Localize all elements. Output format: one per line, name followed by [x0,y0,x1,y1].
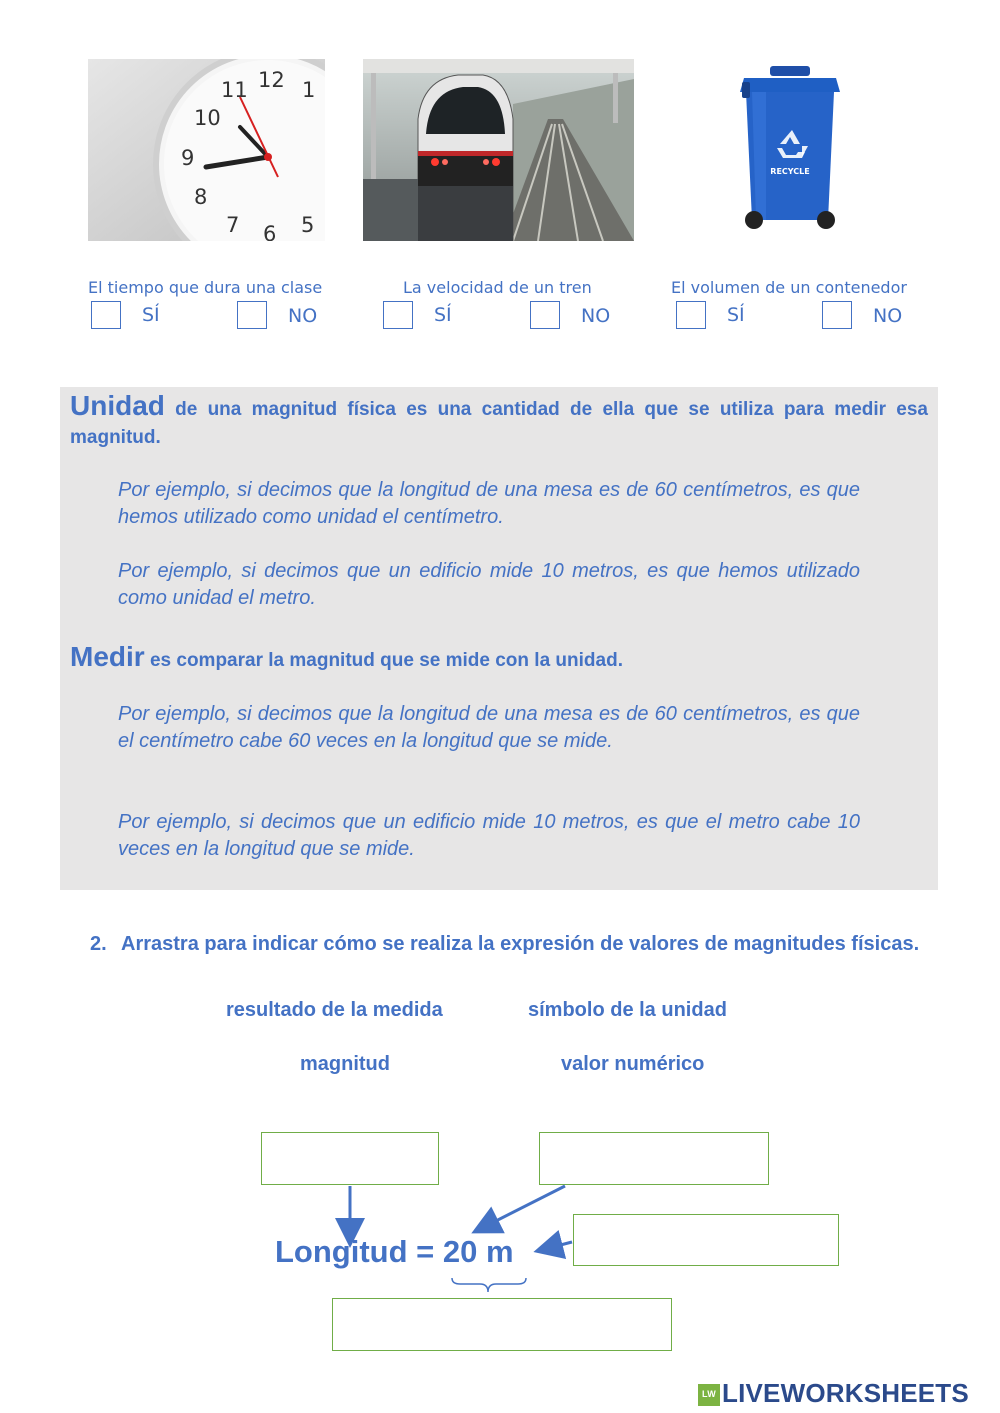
clock-number-1: 1 [302,78,316,102]
unidad-example-1: Por ejemplo, si decimos que la longitud de una mesa es de 60 centímetros, es que hemos utilizado como unidad el centímetro. [118,479,860,528]
arrow-to-simbolo [545,1242,572,1249]
drag-option-resultado[interactable]: resultado de la medida [226,999,443,1021]
label-tren-no: NO [581,305,611,327]
unidad-example-2: Por ejemplo, si decimos que un edificio mide 10 metros, es que hemos utilizado como unidad el metro. [118,560,860,609]
caption-clase: El tiempo que dura una clase [88,278,323,297]
clock-number-8: 8 [194,185,208,209]
clock-number-7: 7 [226,213,240,237]
label-tren-si: SÍ [434,304,452,326]
caption-contenedor: El volumen de un contenedor [671,278,907,297]
logo-text: LIVEWORKSHEETS [722,1378,969,1408]
formula-expression: Longitud = 20 m [275,1234,514,1269]
unidad-text: de una magnitud física es una cantidad de ella que se utiliza para medir esa magnitud. [70,399,928,448]
label-contenedor-no: NO [873,305,903,327]
drag-option-valor[interactable]: valor numérico [561,1053,705,1075]
label-contenedor-si: SÍ [727,304,745,326]
clock-number-10: 10 [194,106,221,130]
unidad-term: Unidad [70,390,165,421]
clock-number-9: 9 [181,146,195,170]
drag-option-magnitud[interactable]: magnitud [300,1053,390,1075]
label-clase-si: SÍ [142,304,160,326]
result-bracket [452,1278,526,1292]
exercise-2-number: 2. [90,933,107,955]
logo-badge-icon: LW [698,1384,720,1406]
drag-option-simbolo[interactable]: símbolo de la unidad [528,999,727,1021]
medir-example-2: Por ejemplo, si decimos que un edificio mide 10 metros, es que el metro cabe 10 veces en la longitud que se mide. [118,811,860,860]
arrow-to-valor [482,1186,565,1228]
medir-example-1: Por ejemplo, si decimos que la longitud de una mesa es de 60 centímetros, es que el centímetro cabe 60 veces en la longitud que se mide. [118,703,860,752]
medir-text: es comparar la magnitud que se mide con la unidad. [144,650,623,671]
exercise-2-text: Arrastra para indicar cómo se realiza la expresión de valores de magnitudes físicas. [121,933,920,955]
recycle-label: RECYCLE [770,167,810,176]
caption-tren: La velocidad de un tren [403,278,592,297]
clock-number-5: 5 [301,213,315,237]
clock-number-11: 11 [221,78,248,102]
medir-term: Medir [70,641,145,672]
clock-number-6: 6 [263,222,277,241]
clock-number-12: 12 [258,68,285,92]
label-clase-no: NO [288,305,318,327]
liveworksheets-logo [698,1378,969,1409]
